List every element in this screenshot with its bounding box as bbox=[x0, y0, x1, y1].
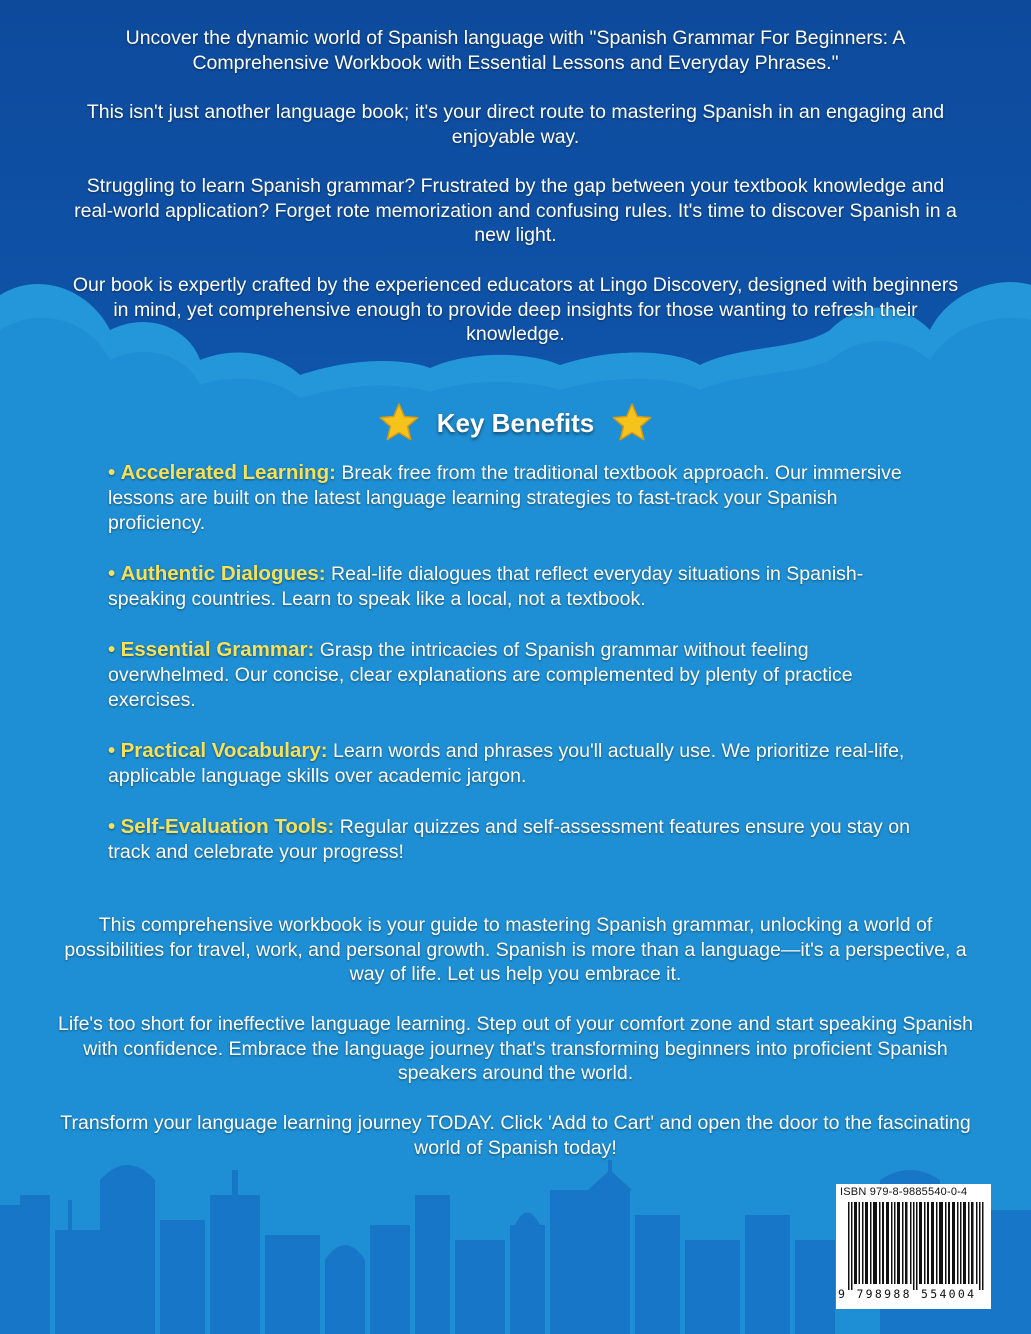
barcode-icon bbox=[848, 1202, 984, 1290]
benefit-text: Real-life dialogues that reflect everyday situations in Spanish-speaking countries. Learn to speak like a local, not a textbook. bbox=[108, 563, 864, 610]
star-icon bbox=[377, 401, 421, 445]
isbn-barcode bbox=[836, 1184, 991, 1309]
benefit-text: Break free from the traditional textbook approach. Our immersive lessons are built on the latest language learning strategies to fast-track your Spanish proficiency. bbox=[108, 462, 902, 534]
isbn-label: ISBN 979-8-9885540-0-4 bbox=[840, 1186, 968, 1198]
bullet: • bbox=[108, 638, 116, 661]
call-to-action-paragraph: Transform your language learning journey TODAY. Click 'Add to Cart' and open the door to the fascinating world of Spanish today! bbox=[60, 1112, 971, 1159]
benefit-item bbox=[108, 738, 928, 789]
key-benefits-title: Key Benefits bbox=[436, 407, 595, 438]
benefit-title: Accelerated Learning: bbox=[120, 461, 336, 484]
benefit-text: Learn words and phrases you'll actually use. We prioritize real-life, applicable language skills over academic jargon. bbox=[108, 740, 905, 787]
problem-paragraph: Struggling to learn Spanish grammar? Frustrated by the gap between your textbook knowledge and real-world application? Forget rote memorization and confusing rules. It's time to discover Spanish in a new light. bbox=[74, 175, 957, 246]
benefit-text: Grasp the intricacies of Spanish grammar without feeling overwhelmed. Our concise, clear explanations are complemented by plenty of practice exercises. bbox=[108, 639, 853, 711]
benefit-item bbox=[108, 460, 928, 536]
confidence-paragraph: Life's too short for ineffective language learning. Step out of your comfort zone and start speaking Spanish with confidence. Embrace the language journey that's transforming beginners into proficient Spanish speakers around the world. bbox=[57, 1013, 973, 1084]
benefit-text: Regular quizzes and self-assessment features ensure you stay on track and celebrate your progress! bbox=[108, 816, 910, 863]
key-benefits-heading bbox=[360, 398, 671, 448]
bullet: • bbox=[108, 461, 116, 484]
author-paragraph: Our book is expertly crafted by the experienced educators at Lingo Discovery, designed with beginners in mind, yet comprehensive enough to provide deep insights for those wanting to refresh their knowledge. bbox=[72, 274, 959, 345]
bullet: • bbox=[108, 815, 116, 838]
bullet: • bbox=[108, 562, 116, 585]
bullet: • bbox=[108, 739, 116, 762]
benefit-title: Essential Grammar: bbox=[120, 638, 315, 661]
benefit-item bbox=[108, 561, 928, 612]
benefit-item bbox=[108, 814, 928, 865]
benefit-title: Practical Vocabulary: bbox=[120, 739, 328, 762]
intro-paragraph: Uncover the dynamic world of Spanish language with "Spanish Grammar For Beginners: A Comprehensive Workbook with Essential Lessons and Everyday Phrases." bbox=[125, 27, 906, 74]
isbn-digits: 9 798988 554004 bbox=[838, 1287, 977, 1301]
guide-paragraph: This comprehensive workbook is your guide to mastering Spanish grammar, unlocking a world of possibilities for travel, work, and personal growth. Spanish is more than a language—it's a perspective, a way of life. Let us help you embrace it. bbox=[64, 914, 967, 985]
hook-paragraph: This isn't just another language book; it's your direct route to mastering Spanish in an engaging and enjoyable way. bbox=[86, 101, 945, 148]
star-icon bbox=[610, 401, 654, 445]
benefit-title: Self-Evaluation Tools: bbox=[120, 815, 335, 838]
benefit-item bbox=[108, 637, 928, 713]
benefit-title: Authentic Dialogues: bbox=[120, 562, 326, 585]
